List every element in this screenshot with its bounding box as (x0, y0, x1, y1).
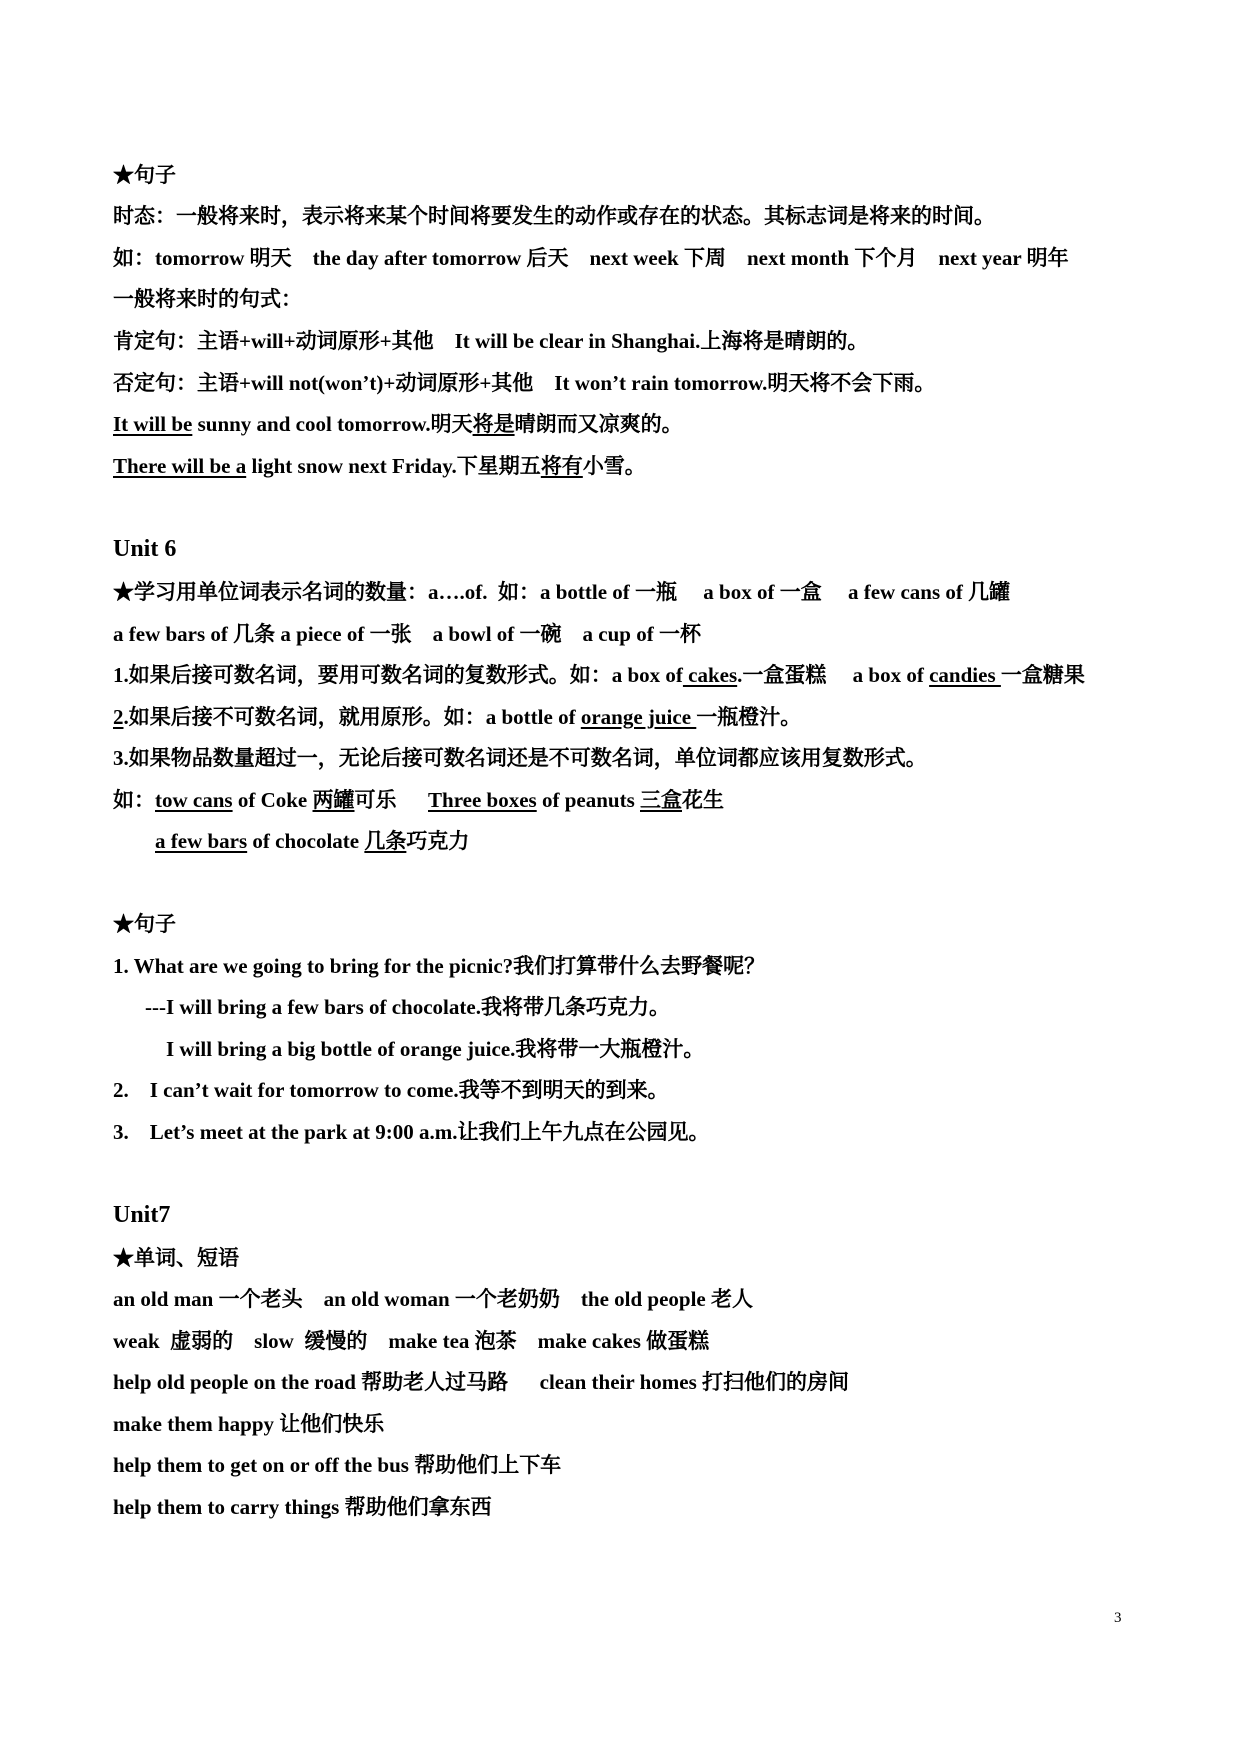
text-line: It will be sunny and cool tomorrow.明天将是晴朗而又凉爽的。 (113, 412, 683, 436)
unit-6-title: Unit 6 (113, 536, 177, 562)
text-line: 否定句：主语+will not(won’t)+动词原形+其他 It won’t rain tomorrow.明天将不会下雨。 (113, 371, 936, 395)
page-number: 3 (1114, 1610, 1122, 1626)
unit-7-title: Unit7 (113, 1202, 171, 1228)
text-line: ★学习用单位词表示名词的数量：a….of. 如：a bottle of 一瓶 a box of 一盒 a few cans of 几罐 (113, 580, 1011, 604)
text-line: 时态：一般将来时，表示将来某个时间将要发生的动作或存在的状态。其标志词是将来的时间。 (113, 204, 995, 228)
text-line: 2. I can’t wait for tomorrow to come.我等不到明天的到来。 (113, 1078, 669, 1102)
text-line: 1.如果后接可数名词，要用可数名词的复数形式。如：a box of cakes.一盒蛋糕 a box of candies 一盒糖果 (113, 663, 1085, 687)
heading-vocabulary: ★单词、短语 (113, 1246, 239, 1270)
text-line: 如：tomorrow 明天 the day after tomorrow 后天 next week 下周 next month 下个月 next year 明年 (113, 246, 1069, 270)
text-line: 1. What are we going to bring for the picnic?我们打算带什么去野餐呢？ (113, 954, 766, 978)
heading-sentences: ★句子 (113, 163, 176, 187)
text-line: 一般将来时的句式： (113, 287, 302, 311)
text-line: 3.如果物品数量超过一，无论后接可数名词还是不可数名词，单位词都应该用复数形式。 (113, 746, 927, 770)
text-line: help them to carry things 帮助他们拿东西 (113, 1495, 492, 1519)
text-line: help them to get on or off the bus 帮助他们上下车 (113, 1453, 562, 1477)
text-line: make them happy 让他们快乐 (113, 1412, 385, 1436)
text-line: a few bars of chocolate 几条巧克力 (155, 829, 470, 853)
text-line: weak 虚弱的 slow 缓慢的 make tea 泡茶 make cakes 做蛋糕 (113, 1329, 710, 1353)
text-line: There will be a light snow next Friday.下星期五将有小雪。 (113, 454, 646, 478)
text-line: ---I will bring a few bars of chocolate.我将带几条巧克力。 (145, 995, 670, 1019)
text-line: I will bring a big bottle of orange juice.我将带一大瓶橙汁。 (166, 1037, 705, 1061)
text-line: an old man 一个老头 an old woman 一个老奶奶 the old people 老人 (113, 1287, 753, 1311)
heading-sentences: ★句子 (113, 912, 176, 936)
text-line: 肯定句：主语+will+动词原形+其他 It will be clear in Shanghai.上海将是晴朗的。 (113, 329, 869, 353)
text-line: 3. Let’s meet at the park at 9:00 a.m.让我们上午九点在公园见。 (113, 1120, 710, 1144)
text-line: 2.如果后接不可数名词，就用原形。如：a bottle of orange juice 一瓶橙汁。 (113, 705, 802, 729)
text-line: 如：tow cans of Coke 两罐可乐 Three boxes of peanuts 三盒花生 (113, 788, 724, 812)
text-line: help old people on the road 帮助老人过马路 clean their homes 打扫他们的房间 (113, 1370, 849, 1394)
text-line: a few bars of 几条 a piece of 一张 a bowl of 一碗 a cup of 一杯 (113, 622, 701, 646)
